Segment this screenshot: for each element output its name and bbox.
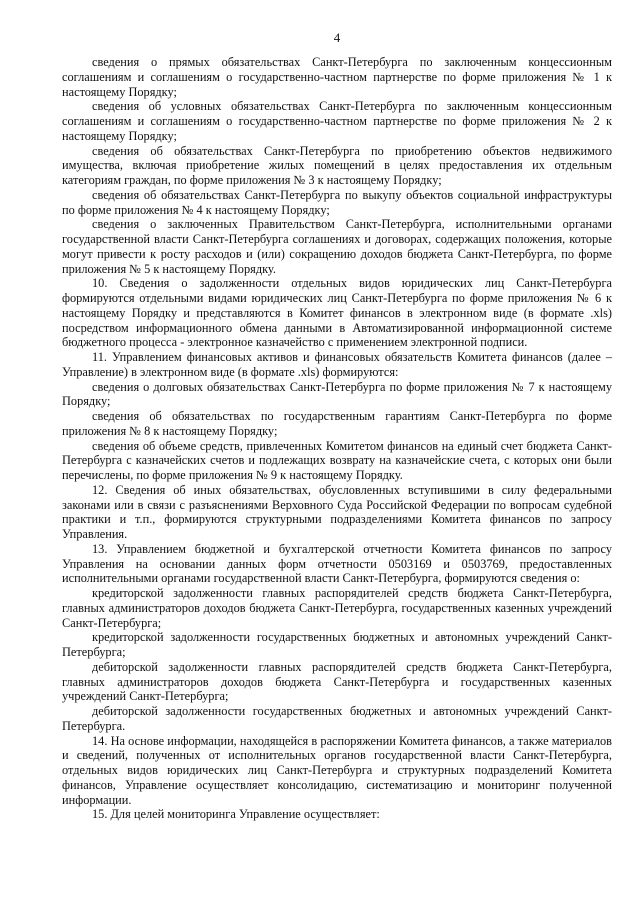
paragraph-item-14: 14. На основе информации, находящейся в распоряжении Комитета финансов, а также материалов и сведений, полученных от исполнительных органов государственной власти Санкт-Петербурга, отдельных видов юридических лиц Санкт-Петербурга и структурных подразделений Комитета финансов, Управление осуществляет консолидацию, систематизацию и мониторинг полученной информации. — [62, 733, 612, 807]
paragraph-government-agreements: сведения о заключенных Правительством Санкт-Петербурга, исполнительными органами государственной власти Санкт-Петербурга соглашениях и договорах, содержащих положения, которые могут привести к росту расходов и (или) сокращению доходов бюджета Санкт-Петербурга, по форме приложения № 5 к настоящему Порядку. — [62, 217, 612, 276]
paragraph-conditional-obligations: сведения об условных обязательствах Санкт-Петербурга по заключенным концессионным соглашениям и соглашениям о государственно-частном партнерстве по форме приложения № 2 к настоящему Порядку; — [62, 99, 612, 143]
document-page — [62, 30, 612, 822]
paragraph-guarantee-obligations: сведения об обязательствах по государственным гарантиям Санкт-Петербурга по форме приложения № 8 к настоящему Порядку; — [62, 409, 612, 438]
paragraph-item-10: 10. Сведения о задолженности отдельных видов юридических лиц Санкт-Петербурга формируются отдельными видами юридических лиц Санкт-Петербурга по форме приложения № 6 к настоящему Порядку и представляются в Комитет финансов в электронном виде (в формате .xls) посредством информационного обмена данными в Автоматизированной информационной системе бюджетного процесса - электронное казначейство с применением электронной подписи. — [62, 276, 612, 350]
paragraph-receivables-institutions: дебиторской задолженности государственных бюджетных и автономных учреждений Санкт-Петербурга. — [62, 704, 612, 733]
paragraph-social-infrastructure: сведения об обязательствах Санкт-Петербурга по выкупу объектов социальной инфраструктуры по форме приложения № 4 к настоящему Порядку; — [62, 187, 612, 217]
paragraph-real-estate-obligations: сведения об обязательствах Санкт-Петербурга по приобретению объектов недвижимого имущества, включая приобретение жилых помещений в целях предоставления их отдельным категориям граждан, по форме приложения № 3 к настоящему Порядку; — [62, 143, 612, 187]
paragraph-payables-institutions: кредиторской задолженности государственных бюджетных и автономных учреждений Санкт-Петербурга; — [62, 630, 612, 659]
paragraph-item-12: 12. Сведения об иных обязательствах, обусловленных вступившими в силу федеральными законами или в связи с разъяснениями Верховного Суда Российской Федерации по вопросам судебной практики и т.п., формируются структурными подразделениями Комитета финансов по запросу Управления. — [62, 482, 612, 541]
paragraph-attracted-funds: сведения об объеме средств, привлеченных Комитетом финансов на единый счет бюджета Санкт-Петербурга с казначейских счетов и подлежащих возврату на казначейские счета, с которых они были перечислены, по форме приложения № 9 к настоящему Порядку. — [62, 438, 612, 482]
paragraph-item-11: 11. Управлением финансовых активов и финансовых обязательств Комитета финансов (далее – Управление) в электронном виде (в формате .xls) формируются: — [62, 350, 612, 379]
paragraph-direct-obligations: сведения о прямых обязательствах Санкт-Петербурга по заключенным концессионным соглашениям и соглашениям о государственно-частном партнерстве по форме приложения № 1 к настоящему Порядку; — [62, 55, 612, 99]
paragraph-payables-main: кредиторской задолженности главных распорядителей средств бюджета Санкт-Петербурга, главных администраторов доходов бюджета Санкт-Петербурга, государственных казенных учреждений Санкт-Петербурга; — [62, 586, 612, 630]
paragraph-item-13: 13. Управлением бюджетной и бухгалтерской отчетности Комитета финансов по запросу Управления на основании данных форм отчетности 0503169 и 0503769, предоставленных исполнительными органами государственной власти Санкт-Петербурга, формируются сведения о: — [62, 541, 612, 586]
paragraph-receivables-main: дебиторской задолженности главных распорядителей средств бюджета Санкт-Петербурга, главных администраторов доходов бюджета Санкт-Петербурга и государственных казенных учреждений Санкт-Петербурга; — [62, 659, 612, 704]
paragraph-item-15: 15. Для целей мониторинга Управление осуществляет: — [92, 807, 380, 822]
page-number: 4 — [333, 30, 341, 45]
paragraph-debt-obligations: сведения о долговых обязательствах Санкт-Петербурга по форме приложения № 7 к настоящему Порядку; — [62, 379, 612, 409]
